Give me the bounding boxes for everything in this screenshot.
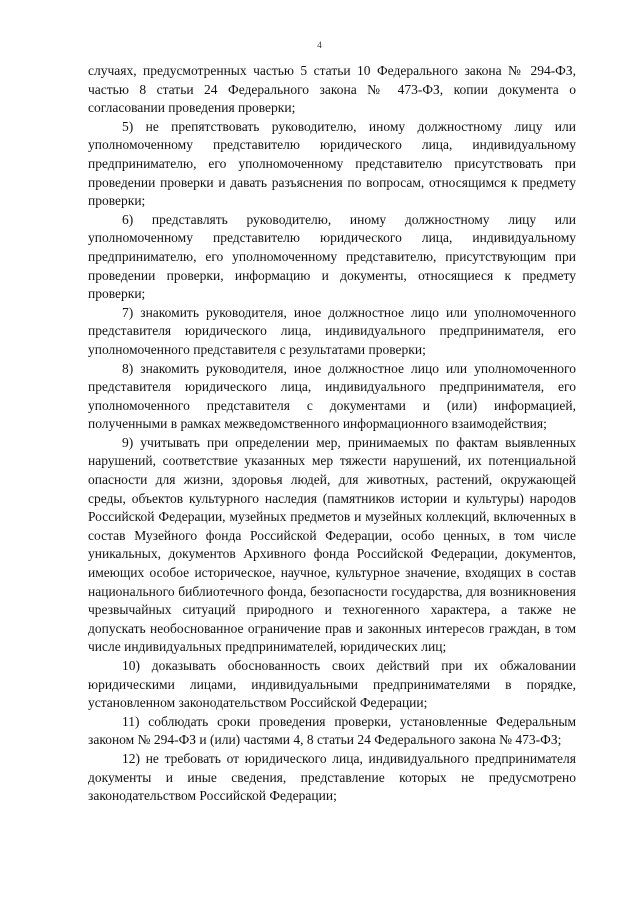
paragraph-item-12: 12) не требовать от юридического лица, индивидуального предпринимателя документы и иные сведения, представление которых не предусмотрено законодательством Российской Федерации; bbox=[88, 750, 576, 804]
paragraph-item-8: 8) знакомить руководителя, иное должностное лицо или уполномоченного представителя юридического лица, индивидуального предпринимателя, его уполномоченного представителя с документами и (или) информацией, полученными в рамках межведомственного информационного взаимодействия; bbox=[88, 360, 576, 432]
paragraph-item-7: 7) знакомить руководителя, иное должностное лицо или уполномоченного представителя юридического лица, индивидуального предпринимателя, его уполномоченного представителя с результатами проверки; bbox=[88, 304, 576, 357]
document-body bbox=[88, 62, 576, 806]
paragraph-item-6: 6) представлять руководителю, иному должностному лицу или уполномоченному представителю юридического лица, индивидуальному предпринимателю, его уполномоченному представителю, присутствующим при проведении проверки, информацию и документы, относящиеся к предмету проверки; bbox=[88, 211, 576, 302]
paragraph-item-10: 10) доказывать обоснованность своих действий при их обжаловании юридическими лицами, индивидуальными предпринимателями в порядке, установленном законодательством Российской Федерации; bbox=[88, 658, 576, 711]
paragraph-item-5: 5) не препятствовать руководителю, иному должностному лицу или уполномоченному представителю юридического лица, индивидуальному предпринимателю, его уполномоченному представителю присутствовать при проведении проверки и давать разъяснения по вопросам, относящимся к предмету проверки; bbox=[88, 118, 576, 209]
paragraph-item-11: 11) соблюдать сроки проведения проверки, установленные Федеральным законом № 294-ФЗ и (или) частями 4, 8 статьи 24 Федерального закона № 473-ФЗ; bbox=[88, 713, 576, 748]
page-number: 4 bbox=[317, 40, 322, 50]
paragraph-item-9: 9) учитывать при определении мер, принимаемых по фактам выявленных нарушений, соответствие указанных мер тяжести нарушений, их потенциальной опасности для жизни, здоровья людей, для животных, растений, окружающей среды, объектов культурного наследия (памятников истории и культуры) народов Российской Федерации, музейных предметов и музейных коллекций, включенных в состав Музейного фонда Российской Федерации, особо ценных, в том числе уникальных, документов Архивного фонда Российской Федерации, документов, имеющих особое историческое, научное, культурное значение, входящих в состав национального библиотечного фонда, безопасности государства, для возникновения чрезвычайных ситуаций природного и техногенного характера, а также не допускать необоснованное ограничение прав и законных интересов граждан, в том числе индивидуальных предпринимателей, юридических лиц; bbox=[88, 434, 576, 655]
paragraph-continuation: случаях, предусмотренных частью 5 статьи 10 Федерального закона № 294-ФЗ, частью 8 статьи 24 Федерального закона № 473-ФЗ, копии документа о согласовании проведения проверки; bbox=[88, 63, 576, 116]
